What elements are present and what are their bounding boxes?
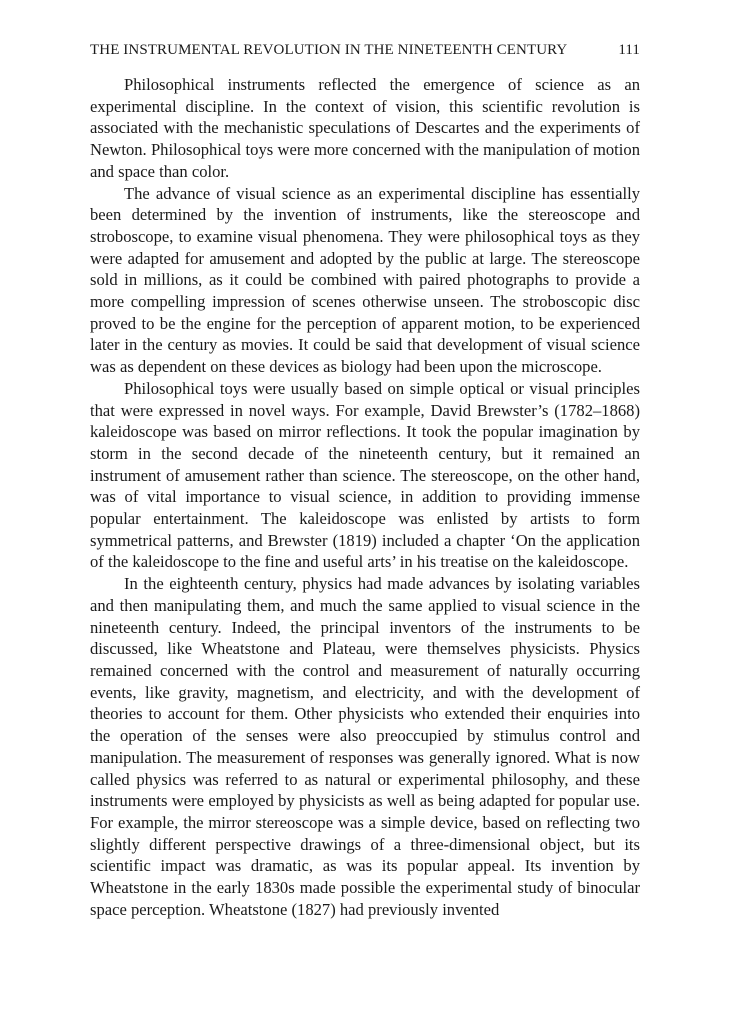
book-page [90,40,640,920]
running-title: THE INSTRUMENTAL REVOLUTION IN THE NINETEENTH CENTURY [90,42,568,58]
page-number: 111 [618,42,640,58]
paragraph: Philosophical toys were usually based on simple optical or visual principles that were expressed in novel ways. For example, David Brewster’s (1782–1868) kaleidoscope was based on mirror reflections. It took the popular imagination by storm in the second decade of the nineteenth century, but it remained an instrument of amusement rather than science. The stereoscope, on the other hand, was of vital importance to visual science, in addition to providing immense popular entertainment. The kaleidoscope was enlisted by artists to form symmetrical patterns, and Brewster (1819) included a chapter ‘On the application of the kaleidoscope to the fine and useful arts’ in his treatise on the kaleidoscope. [90,378,640,572]
paragraph: Philosophical instruments reflected the emergence of science as an experimental discipline. In the context of vision, this scientific revolution is associated with the mechanistic speculations of Descartes and the experiments of Newton. Philosophical toys were more concerned with the manipulation of motion and space than color. [90,75,640,181]
running-head [90,40,640,60]
paragraph: The advance of visual science as an experimental discipline has essentially been determined by the invention of instruments, like the stereoscope and stroboscope, to examine visual phenomena. They were philosophical toys as they were adapted for amusement and adopted by the public at large. The stereoscope sold in millions, as it could be combined with paired photographs to provide a more compelling impression of scenes otherwise unseen. The stroboscopic disc proved to be the engine for the perception of apparent motion, to be experienced later in the century as movies. It could be said that development of visual science was as dependent on these devices as biology had been upon the microscope. [90,183,640,377]
paragraph: In the eighteenth century, physics had made advances by isolating variables and then manipulating them, and much the same applied to visual science in the nineteenth century. Indeed, the principal inventors of the instruments to be discussed, like Wheatstone and Plateau, were themselves physicists. Physics remained concerned with the control and measurement of naturally occurring events, like gravity, magnetism, and electricity, and with the development of theories to account for them. Other physicists who extended their enquiries into the operation of the senses were also preoccupied by stimulus control and manipulation. The measurement of responses was generally ignored. What is now called physics was referred to as natural or experimental philosophy, and these instruments were employed by physicists as well as being adapted for popular use. For example, the mirror stereoscope was a simple device, based on reflecting two slightly different perspective drawings of a three-dimensional object, but its scientific impact was dramatic, as was its popular appeal. Its invention by Wheatstone in the early 1830s made possible the experimental study of binocular space perception. Wheatstone (1827) had previously invented [90,574,640,919]
body-text [90,74,640,920]
